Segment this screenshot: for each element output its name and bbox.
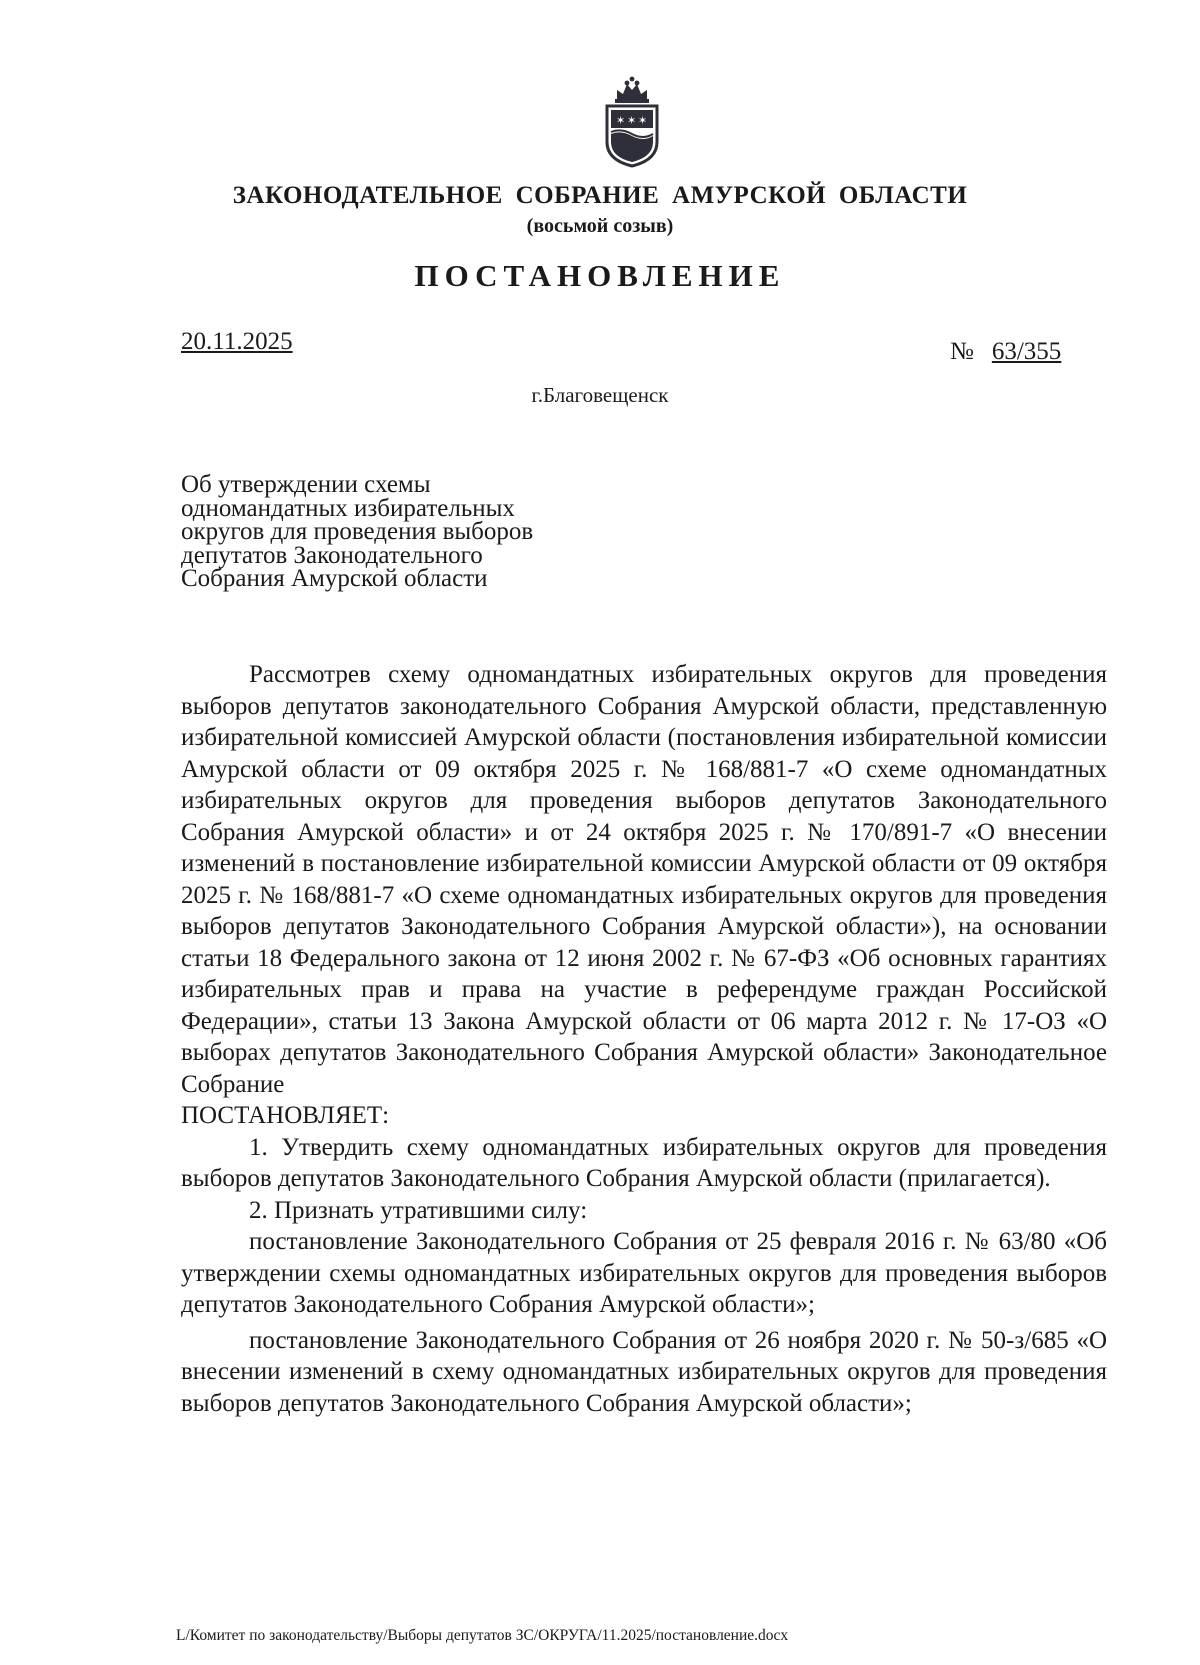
preamble-paragraph: Рассмотрев схему одномандатных избирательных округов для проведения выборов депутатов законодательного Собрания Амурской области, представленную избирательной комиссией Амурской области (постановления избирательной комиссии Амурской области от 09 октября 2025 г. № 168/881-7 «О схеме одномандатных избирательных округов для проведения выборов депутатов Законодательного Собрания Амурской области» и от 24 октября 2025 г. № 170/891-7 «О внесении изменений в постановление избирательной комиссии Амурской области от 09 октября 2025 г. № 168/881-7 «О схеме одномандатных избирательных округов для проведения выборов депутатов Законодательного Собрания Амурской области»), на основании статьи 18 Федерального закона от 12 июня 2002 г. № 67-ФЗ «Об основных гарантиях избирательных прав и права на участие в референдуме граждан Российской Федерации», статьи 13 Закона Амурской области от 06 марта 2012 г. № 17-ОЗ «О выборах депутатов Законодательного Собрания Амурской области» Законодательное Собрание xyxy=(181,661,1107,1098)
item-2-paragraph: 2. Признать утратившими силу: xyxy=(249,1196,588,1224)
document-body xyxy=(181,659,1107,1419)
svg-text:✶: ✶ xyxy=(638,114,648,127)
svg-text:✶: ✶ xyxy=(627,114,637,127)
number-sign: № xyxy=(950,338,974,365)
document-date: 20.11.2025 xyxy=(181,328,293,355)
subject-line: депутатов Законодательного xyxy=(181,541,483,569)
file-path-footer: L/Комитет по законодательству/Выборы депутатов ЗС/ОКРУГА/11.2025/постановление.docx xyxy=(176,1627,789,1644)
document-number xyxy=(950,338,1061,366)
document-subject xyxy=(181,473,621,591)
organization-name: ЗАКОНОДАТЕЛЬНОЕ СОБРАНИЕ АМУРСКОЙ ОБЛАСТИ xyxy=(232,182,968,209)
subject-line: Собрания Амурской области xyxy=(181,565,488,592)
subject-line: округов для проведения выборов xyxy=(181,518,534,545)
amur-region-coat-of-arms-icon xyxy=(603,76,661,168)
item-2a-paragraph: постановление Законодательного Собрания от 25 февраля 2016 г. № 63/80 «Об утверждении схемы одномандатных избирательных округов для проведения выборов депутатов Законодательного Собрания Амурской области»; xyxy=(181,1228,1107,1318)
subject-line: одномандатных избирательных xyxy=(181,494,515,522)
item-1-paragraph: 1. Утвердить схему одномандатных избирательных округов для проведения выборов депутатов Законодательного Собрания Амурской области (прилагается). xyxy=(181,1133,1107,1192)
item-2b-paragraph: постановление Законодательного Собрания от 26 ноября 2020 г. № 50-з/685 «О внесении изменений в схему одномандатных избирательных округов для проведения выборов депутатов Законодательного Собрания Амурской области»; xyxy=(181,1326,1107,1417)
convocation-label: (восьмой созыв) xyxy=(526,215,674,237)
number-value: 63/355 xyxy=(991,338,1062,365)
document-type-title: ПОСТАНОВЛЕНИЕ xyxy=(414,258,786,293)
subject-line: Об утверждении схемы xyxy=(181,471,431,498)
city-name: г.Благовещенск xyxy=(531,383,669,407)
resolves-heading: ПОСТАНОВЛЯЕТ: xyxy=(181,1102,390,1129)
svg-text:✶: ✶ xyxy=(616,114,626,127)
